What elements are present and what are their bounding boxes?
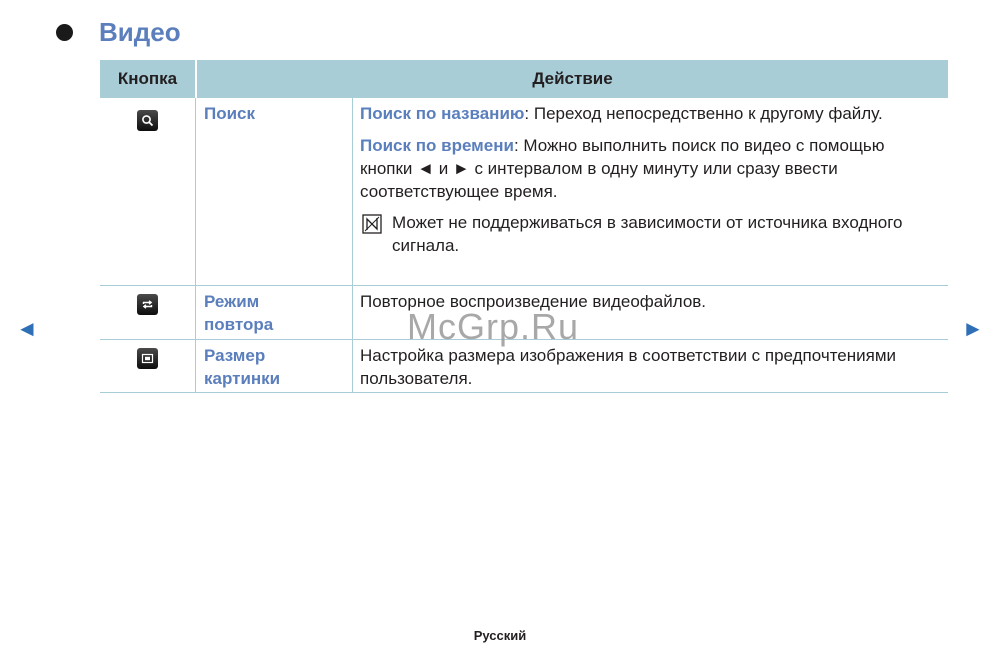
function-name-cell <box>196 340 353 392</box>
function-name: повтора <box>204 315 274 334</box>
function-name: Режим <box>204 292 260 311</box>
search-icon <box>137 110 158 131</box>
description-text: Повторное воспроизведение видеофайлов. <box>360 292 707 311</box>
term-description: : Переход непосредственно к другому файлу. <box>524 104 883 123</box>
description-paragraph <box>360 134 938 203</box>
button-cell <box>100 98 196 285</box>
function-name: картинки <box>204 369 281 388</box>
footer-language: Русский <box>473 628 527 643</box>
note-text: Может не поддерживаться в зависимости от источника входного сигнала. <box>392 213 903 255</box>
function-name-cell <box>196 286 353 339</box>
repeat-icon <box>137 294 158 315</box>
header-button-col: Кнопка <box>100 60 197 98</box>
description-cell <box>353 98 948 285</box>
watermark: McGrp.Ru <box>407 306 580 347</box>
function-name: Поиск <box>204 104 256 123</box>
function-name-cell <box>196 98 353 285</box>
section-heading <box>56 14 181 50</box>
note <box>360 211 938 257</box>
note-icon <box>362 214 382 234</box>
term-time-search: Поиск по времени <box>360 136 514 155</box>
header-action-col: Действие <box>532 69 613 88</box>
button-cell <box>100 340 196 392</box>
prev-page-arrow[interactable]: ◄ <box>16 316 38 341</box>
description-text: Настройка размера изображения в соответствии с предпочтениями пользователя. <box>360 346 897 388</box>
function-name: Размер <box>204 346 266 365</box>
table-row-search <box>100 98 948 286</box>
section-title: Видео <box>99 16 181 47</box>
description-paragraph <box>360 102 938 125</box>
term-title-search: Поиск по названию <box>360 104 525 123</box>
next-page-arrow[interactable]: ► <box>962 316 984 341</box>
picture-size-icon <box>137 348 158 369</box>
bullet-dot <box>56 24 73 41</box>
button-cell <box>100 286 196 339</box>
table-header <box>100 60 948 98</box>
term-description: : Можно выполнить поиск по видео с помощью кнопки ◄ и ► с интервалом в одну минуту или сразу ввести соответствующее время. <box>360 136 885 201</box>
